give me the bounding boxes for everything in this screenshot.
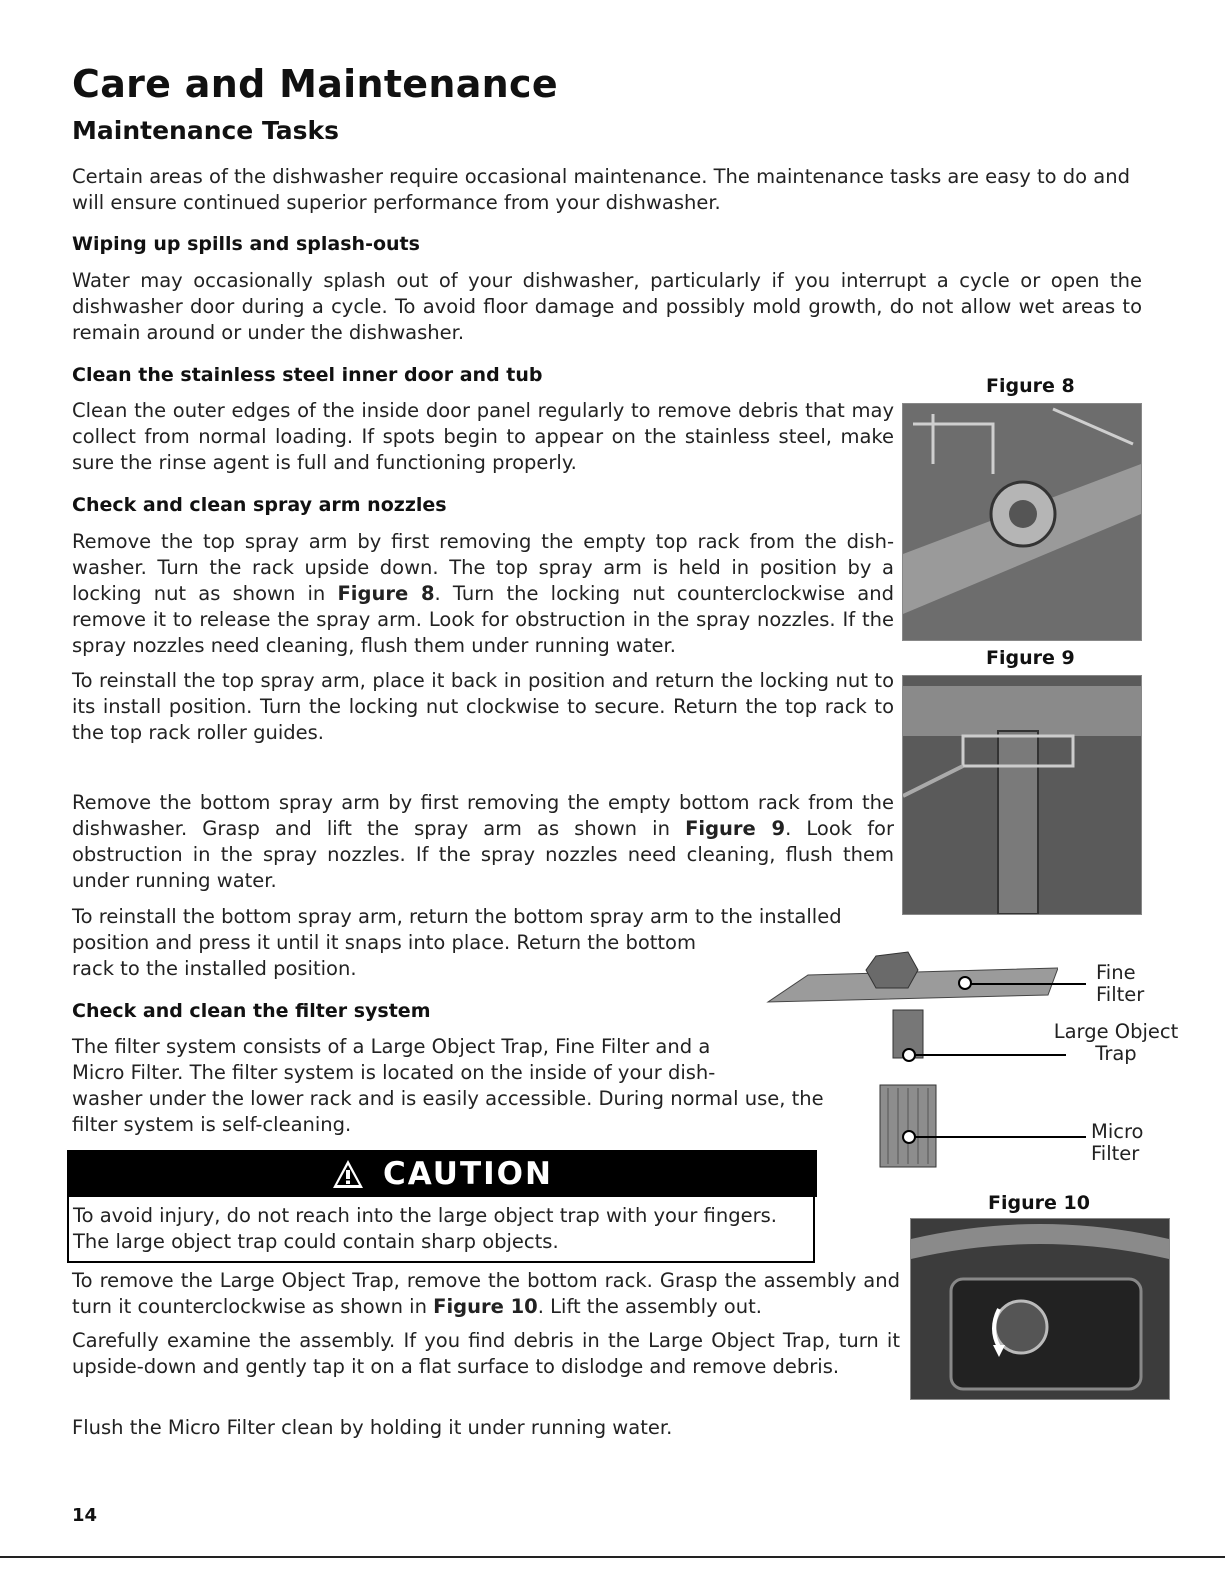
figure-8-label: Figure 8 bbox=[986, 375, 1075, 397]
filter-paragraph-4: Flush the Micro Filter clean by holding it under running water. bbox=[72, 1416, 673, 1439]
fine-filter-leader bbox=[970, 983, 1086, 985]
spray-heading: Check and clean spray arm nozzles bbox=[72, 494, 447, 516]
warning-icon bbox=[331, 1158, 365, 1190]
filter-paragraph-2: To remove the Large Object Trap, remove the bottom rack. Grasp the assembly and turn it counterclockwise as shown in Figure 10. Lift the assembly out. bbox=[72, 1269, 900, 1318]
caution-box bbox=[67, 1197, 815, 1263]
figure-9-label: Figure 9 bbox=[986, 647, 1075, 669]
page-number: 14 bbox=[72, 1505, 98, 1526]
figure-8-ref: Figure 8 bbox=[337, 582, 435, 605]
intro-paragraph: Certain areas of the dishwasher require occasional maintenance. The maintenance tasks are easy to do and will ensure continued superior performance from your dishwasher. bbox=[72, 165, 1130, 214]
spills-heading: Wiping up spills and splash-outs bbox=[72, 233, 420, 255]
caution-text: To avoid injury, do not reach into the large object trap with your fingers. The large object trap could contain sharp objects. bbox=[73, 1204, 777, 1253]
page-title: Care and Maintenance bbox=[72, 62, 558, 106]
figure-10-label: Figure 10 bbox=[988, 1192, 1090, 1214]
bottom-rule bbox=[0, 1556, 1225, 1558]
figure-8-image bbox=[902, 403, 1142, 641]
large-object-trap-leader bbox=[914, 1054, 1066, 1056]
stainless-paragraph: Clean the outer edges of the inside door panel regularly to remove debris that may collect from normal loading. If spots begin to appear on the stainless steel, make sure the rinse agent is full and functioning properly. bbox=[72, 399, 894, 474]
spray-paragraph-2: To reinstall the top spray arm, place it back in position and return the locking nut to its install position. Turn the locking nut clockwise to secure. Return the top rack to the top rack roller guides. bbox=[72, 669, 894, 744]
figure-9-image bbox=[902, 675, 1142, 915]
filter-assembly-diagram bbox=[758, 950, 1218, 1180]
filter-paragraph-3: Carefully examine the assembly. If you find debris in the Large Object Trap, turn it upside-down and gently tap it on a flat surface to dislodge and remove debris. bbox=[72, 1329, 900, 1378]
caution-label: CAUTION bbox=[383, 1155, 553, 1192]
figure-9-ref: Figure 9 bbox=[685, 817, 786, 840]
stainless-heading: Clean the stainless steel inner door and tub bbox=[72, 364, 543, 386]
large-object-trap-label: Large Object Trap bbox=[1053, 1020, 1179, 1065]
fine-filter-label: Fine Filter bbox=[1096, 961, 1145, 1006]
figure-10-ref: Figure 10 bbox=[433, 1295, 538, 1318]
micro-filter-leader bbox=[914, 1136, 1086, 1138]
spills-paragraph: Water may occasionally splash out of your dishwasher, particularly if you interrupt a cycle or open the dishwasher door during a cycle. To avoid floor damage and possibly mold growth, do not allow wet areas to remain around or under the dishwasher. bbox=[72, 269, 1142, 344]
filter-paragraph-1: The filter system consists of a Large Object Trap, Fine Filter and a Micro Filter. The filter system is located on the inside of your dish- washer under the lower rack and is easily accessible. During normal use, the filter system is self-cleaning. bbox=[72, 1035, 824, 1136]
spray-paragraph-3: Remove the bottom spray arm by first removing the empty bottom rack from the dishwasher. Grasp and lift the spray arm as shown in Figure 9. Look for obstruction in the spray nozzles. If the spray nozzles need cleaning, flush them under running water. bbox=[72, 791, 895, 892]
figure-10-image bbox=[910, 1218, 1170, 1400]
micro-filter-label: Micro Filter bbox=[1091, 1120, 1144, 1165]
caution-banner bbox=[67, 1150, 817, 1197]
section-title: Maintenance Tasks bbox=[72, 116, 340, 145]
spray-paragraph-1: Remove the top spray arm by first removing the empty top rack from the dish-washer. Turn the rack upside down. The top spray arm is held in position by a locking nut as shown in Figure 8. Turn the locking nut counterclockwise and remove it to release the spray arm. Look for obstruction in the spray nozzles. If the spray nozzles need cleaning, flush them under running water. bbox=[72, 530, 894, 657]
spray-paragraph-4: To reinstall the bottom spray arm, return the bottom spray arm to the installed position and press it until it snaps into place. Return the bottom rack to the installed position. bbox=[72, 905, 842, 980]
filter-heading: Check and clean the filter system bbox=[72, 1000, 431, 1022]
